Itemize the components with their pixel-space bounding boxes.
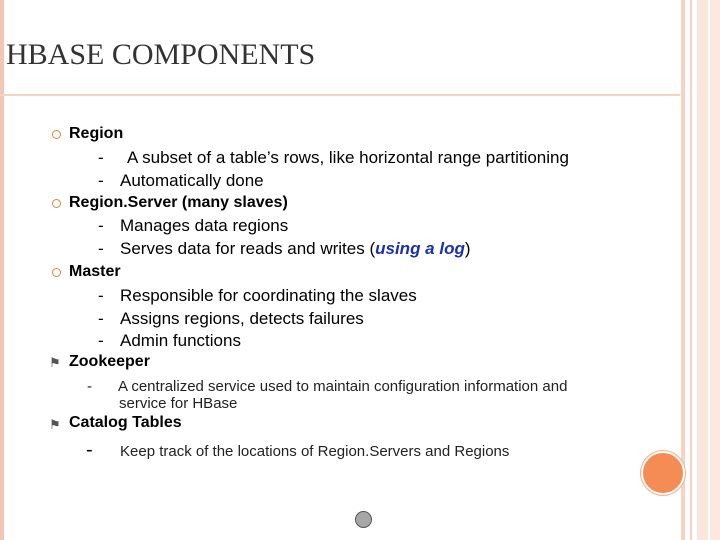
dash-marker: - bbox=[86, 439, 93, 461]
detail-text: Manages data regions bbox=[120, 216, 289, 235]
item-heading-catalog-tables: Catalog Tables bbox=[69, 414, 182, 431]
right-decorative-border bbox=[697, 0, 708, 540]
detail-text: A centralized service used to maintain configuration information and bbox=[118, 378, 568, 395]
ring-bullet-icon bbox=[52, 199, 61, 208]
detail-text: Automatically done bbox=[120, 171, 264, 190]
detail-text: Assigns regions, detects failures bbox=[120, 309, 364, 328]
right-decorative-border bbox=[681, 0, 685, 540]
dash-marker: - bbox=[98, 171, 104, 190]
item-heading-regionserver: Region.Server (many slaves) bbox=[69, 194, 288, 211]
right-decorative-border bbox=[710, 0, 720, 540]
ring-bullet-icon bbox=[52, 130, 61, 139]
detail-text: Keep track of the locations of Region.Servers and Regions bbox=[120, 443, 510, 460]
item-heading-zookeeper: Zookeeper bbox=[69, 353, 150, 370]
dash-marker: - bbox=[98, 309, 104, 328]
detail-text bbox=[120, 239, 471, 259]
dash-marker: - bbox=[98, 216, 104, 235]
item-heading-region: Region bbox=[69, 125, 124, 142]
title-underline bbox=[0, 94, 680, 96]
flag-bullet-icon: ⚑ bbox=[49, 417, 61, 432]
dash-marker: - bbox=[98, 148, 104, 167]
flag-bullet-icon: ⚑ bbox=[49, 355, 61, 370]
detail-text: A subset of a table’s rows, like horizontal range partitioning bbox=[127, 148, 569, 167]
right-decorative-border bbox=[690, 0, 692, 540]
slide-navigation-dot[interactable] bbox=[355, 511, 372, 528]
detail-emphasis: using a log bbox=[375, 239, 465, 258]
dash-marker: - bbox=[98, 239, 104, 258]
dash-marker: - bbox=[98, 286, 104, 305]
detail-text-after: ) bbox=[464, 239, 471, 258]
detail-text: service for HBase bbox=[119, 395, 238, 412]
dash-marker: - bbox=[87, 378, 92, 395]
detail-text-before: Serves data for reads and writes ( bbox=[120, 239, 376, 258]
page-title: HBASE COMPONENTS bbox=[6, 38, 316, 71]
ring-bullet-icon bbox=[52, 268, 61, 277]
item-heading-master: Master bbox=[69, 263, 121, 280]
detail-text: Responsible for coordinating the slaves bbox=[120, 286, 417, 305]
dash-marker: - bbox=[98, 331, 104, 350]
left-decorative-border bbox=[0, 0, 4, 540]
decorative-orange-circle bbox=[641, 451, 685, 495]
detail-text: Admin functions bbox=[120, 331, 241, 350]
